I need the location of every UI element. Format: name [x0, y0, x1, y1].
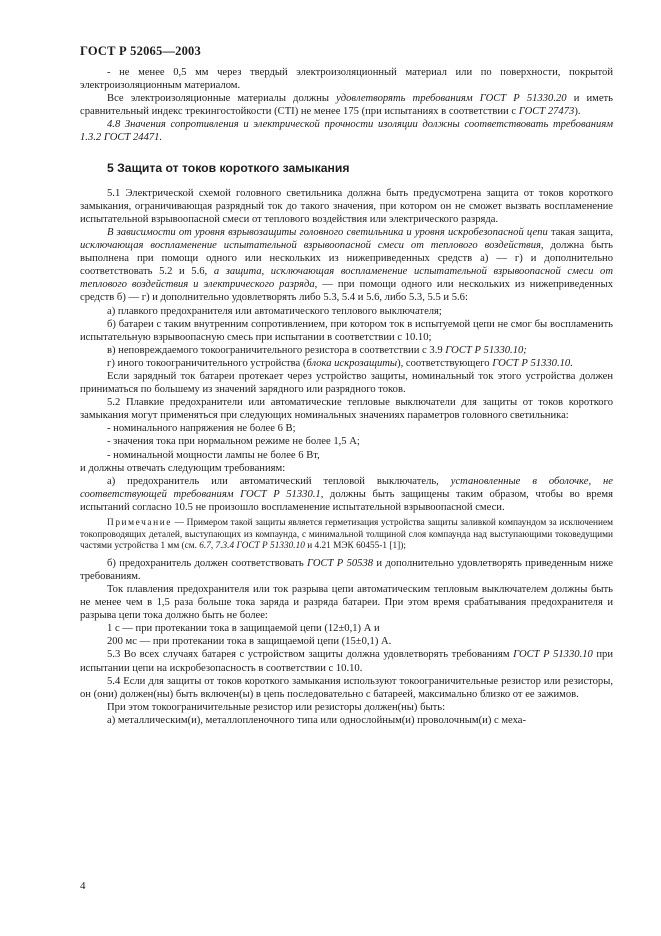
list-item-d: г) иного токоограничительного устройства (блока искрозащиты), соответствующего ГОСТ Р 51330.10.	[107, 357, 573, 369]
requirement-a: а) предохранитель или автоматический тепловой выключатель, установленные в оболочке, не соответствующей требованиям ГОСТ Р 51330.1, должны быть защищены таким образом, чтобы во время испытаний согласно 10.5 не произошло воспламенение испытательной взрывоопасной смеси.	[80, 475, 613, 513]
paragraph-5-2: 5.2 Плавкие предохранители или автоматические тепловые выключатели для защиты от токов короткого замыкания могут применяться при следующих номинальных значениях параметров головного светильника:	[80, 397, 613, 422]
paragraph-melting-current: Ток плавления предохранителя или ток разрыва цепи автоматическим тепловым выключателем должны быть не менее чем в 1,5 раза больше тока заряда и разряда батареи. При этом время срабатывания предохранителя и разрыва цепи тока должно быть не более:	[80, 583, 613, 622]
paragraph-5-1: 5.1 Электрической схемой головного светильника должна быть предусмотрена защита от токов короткого замыкания, ограничивающая разрядный ток до такого значения, при котором он не сможет вызвать воспламенение испытательной взрывоопасной смеси от теплового воздействия или электрического разряда.	[80, 187, 613, 225]
requirement-b: б) предохранитель должен соответствовать ГОСТ Р 50538 и дополнительно удовлетворять приведенным ниже требованиям.	[80, 557, 614, 582]
condition-current: - значения тока при нормальном режиме не более 1,5 А;	[107, 436, 360, 448]
condition-power: - номинальной мощности лампы не более 6 Вт,	[107, 449, 320, 461]
time-limit-2: 200 мс — при протекании тока в защищаемой цепи (15±0,1) А.	[107, 636, 392, 648]
resistor-item-a: а) металлическим(и), металлопленочного типа или однослойным(и) проволочным(и) с меха-	[107, 714, 526, 726]
paragraph-5-3: 5.3 Во всех случаях батарея с устройством защиты должна удовлетворять требованиям ГОСТ Р 51330.10 при испытании цепи на искробезопасность в соответствии с 10.10.	[80, 649, 613, 674]
section-title: 5 Защита от токов короткого замыкания	[107, 160, 350, 175]
paragraph-insulation-materials: Все электроизоляционные материалы должны удовлетворять требованиям ГОСТ Р 51330.20 и иметь сравнительный индекс трекингостойкости (СТI) не менее 175 (при испытаниях в соответствии с ГОСТ 27473).	[80, 93, 613, 118]
list-item-b: б) батареи с таким внутренним сопротивлением, при котором ток в испытуемой цепи не смог бы воспламенить испытательную взрывоопасную смесь при испытании в соответствии с 10.10;	[80, 318, 613, 343]
paragraph-4-8: 4.8 Значения сопротивления и электрической прочности изоляции должны соответствовать требованиям 1.3.2 ГОСТ 24471.	[80, 119, 613, 144]
paragraph-insulation-distance: - не менее 0,5 мм через твердый электроизоляционный материал или по поверхности, покрытой электроизоляционным материалом.	[80, 67, 613, 92]
conditions-end: и должны отвечать следующим требованиям:	[80, 462, 286, 474]
page-header: ГОСТ Р 52065—2003	[80, 44, 201, 58]
condition-voltage: - номинального напряжения не более 6 В;	[107, 423, 296, 435]
list-item-c: в) неповреждаемого токоограничительного резистора в соответствии с 3.9 ГОСТ Р 51330.10;	[107, 344, 527, 356]
note: Примечание — Примером такой защиты является герметизация устройства защиты заливкой компаундом за исключением токопроводящих деталей, выступающих из компаунда, с минимальной толщиной слоя компаунда над выступающими токоведущими частями устройства 1 мм (см. 6.7, 7.3.4 ГОСТ Р 51330.10 и 4.21 МЭК 60455-1 [1]);	[80, 518, 613, 552]
paragraph-protection-levels: В зависимости от уровня взрывозащиты головного светильника и уровня искробезопасной цепи такая защита, исключающая воспламенение испытательной взрывоопасной смеси от теплового воздействия, должна быть выполнена при помощи одного или нескольких из нижеприведенных средств а) — г) и дополнительно соответствовать 5.2 и 5.6, а защита, исключающая воспламенение испытательной взрывоопасной смеси от теплового воздействия и электрического разряда, — при помощи одного или нескольких из нижеприведенных средств б) — г) и дополнительно удовлетворять либо 5.3, 5.4 и 5.6, либо 5.3, 5.5 и 5.6:	[80, 226, 613, 304]
list-item-a: а) плавкого предохранителя или автоматического теплового выключателя;	[107, 305, 442, 317]
paragraph-resistors: При этом токоограничительные резистор или резисторы должен(ны) быть:	[107, 701, 446, 713]
paragraph-charge-current: Если зарядный ток батареи протекает через устройство защиты, номинальный ток этого устройства должен приниматься по большему из значений зарядного или разрядного токов.	[80, 370, 613, 396]
page-content	[80, 66, 613, 727]
paragraph-5-4: 5.4 Если для защиты от токов короткого замыкания используют токоограничительные резистор или резисторы, он (они) должен(ны) быть включен(ы) в цепь последовательно с батареей, максимально близко от ее зажимов.	[80, 675, 613, 700]
page-number: 4	[80, 880, 86, 892]
time-limit-1: 1 с — при протекании тока в защищаемой цепи (12±0,1) А и	[107, 623, 380, 635]
